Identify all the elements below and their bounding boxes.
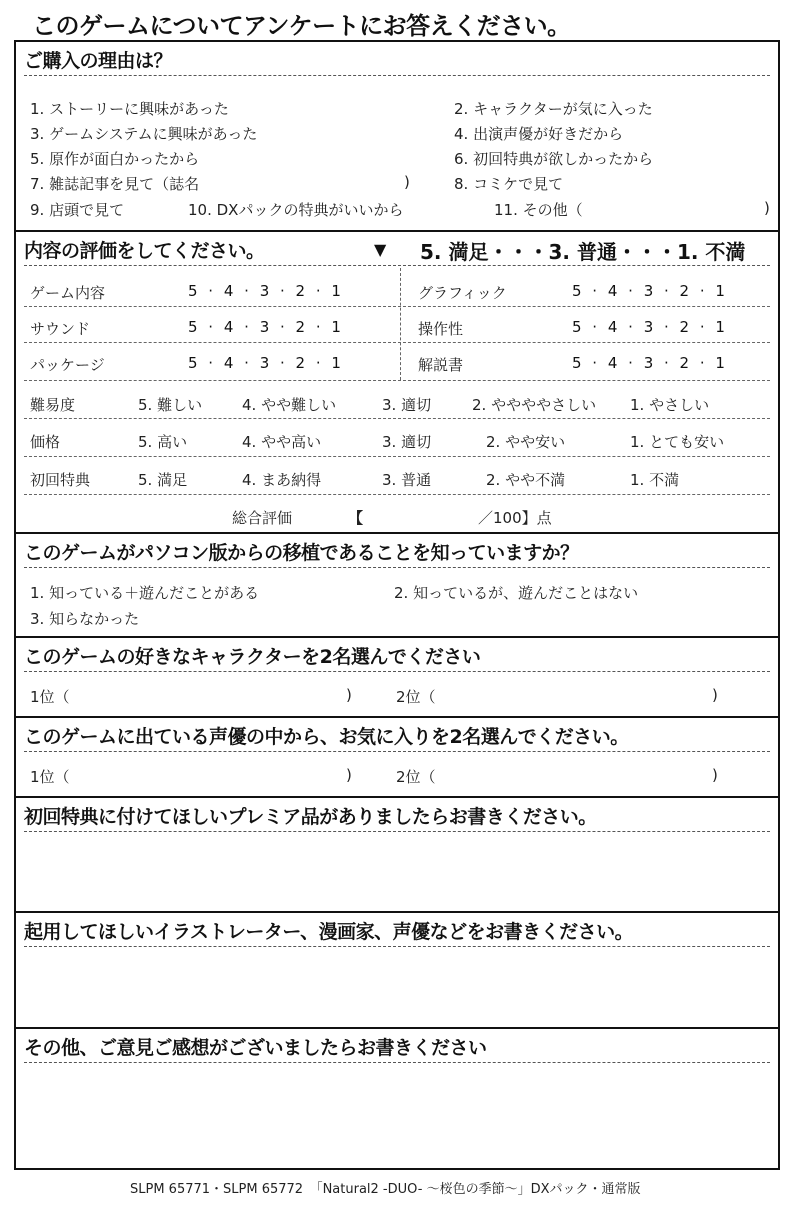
- row-divider: [24, 418, 770, 419]
- voice-rank-1-close: ): [346, 766, 352, 784]
- other-comments-section[interactable]: [16, 1027, 778, 1170]
- row-divider: [24, 342, 770, 343]
- purchase-section: [16, 42, 778, 230]
- difficulty-option-1[interactable]: 1. やさしい: [630, 396, 710, 414]
- overall-open-bracket: 【: [348, 509, 364, 527]
- price-option-5[interactable]: 5. 高い: [138, 433, 188, 451]
- row-divider: [24, 494, 770, 495]
- premium-section[interactable]: [16, 796, 778, 913]
- illustrator-heading: 起用してほしいイラストレーター、漫画家、声優などをお書きください。: [24, 913, 770, 947]
- difficulty-option-3[interactable]: 3. 適切: [382, 396, 432, 414]
- rating-scale-package[interactable]: 5 · 4 · 3 · 2 · 1: [188, 354, 342, 372]
- rating-label-game: ゲーム内容: [30, 284, 106, 302]
- difficulty-option-2[interactable]: 2. ややややさしい: [472, 396, 597, 414]
- purchase-option-3[interactable]: 3. ゲームシステムに興味があった: [30, 125, 258, 143]
- voice-rank-2-field[interactable]: 2位（: [396, 768, 436, 786]
- price-option-3[interactable]: 3. 適切: [382, 433, 432, 451]
- character-rank-2-field[interactable]: 2位（: [396, 688, 436, 706]
- rating-scale-sound[interactable]: 5 · 4 · 3 · 2 · 1: [188, 318, 342, 336]
- rating-label-package: パッケージ: [30, 356, 105, 374]
- purchase-option-6[interactable]: 6. 初回特典が欲しかったから: [454, 150, 654, 168]
- row-divider: [24, 456, 770, 457]
- purchase-option-5[interactable]: 5. 原作が面白かったから: [30, 150, 200, 168]
- rating-legend: 5. 満足・・・3. 普通・・・1. 不満: [420, 240, 746, 264]
- evaluation-heading: 内容の評価をしてください。: [24, 232, 770, 266]
- purchase-option-4[interactable]: 4. 出演声優が好きだから: [454, 125, 624, 143]
- characters-section: [16, 636, 778, 718]
- price-option-2[interactable]: 2. やや安い: [486, 433, 566, 451]
- purchase-option-1[interactable]: 1. ストーリーに興味があった: [30, 100, 229, 118]
- magazine-close-paren: ): [404, 173, 410, 191]
- character-rank-1-close: ): [346, 686, 352, 704]
- rating-label-graphic: グラフィック: [418, 284, 507, 302]
- other-comments-heading: その他、ご意見ご感想がございましたらお書きください: [24, 1029, 770, 1063]
- evaluation-section: [16, 230, 778, 534]
- rating-scale-game[interactable]: 5 · 4 · 3 · 2 · 1: [188, 282, 342, 300]
- purchase-option-2[interactable]: 2. キャラクターが気に入った: [454, 100, 653, 118]
- rating-label-sound: サウンド: [30, 320, 91, 338]
- port-section: [16, 532, 778, 638]
- rating-scale-graphic[interactable]: 5 · 4 · 3 · 2 · 1: [572, 282, 726, 300]
- rating-label-control: 操作性: [418, 320, 464, 338]
- rating-scale-control[interactable]: 5 · 4 · 3 · 2 · 1: [572, 318, 726, 336]
- bonus-option-1[interactable]: 1. 不満: [630, 471, 680, 489]
- price-option-4[interactable]: 4. やや高い: [242, 433, 322, 451]
- port-option-1[interactable]: 1. 知っている＋遊んだことがある: [30, 584, 260, 602]
- difficulty-option-5[interactable]: 5. 難しい: [138, 396, 203, 414]
- port-option-2[interactable]: 2. 知っているが、遊んだことはない: [394, 584, 639, 602]
- overall-score-suffix[interactable]: ／100】点: [478, 509, 552, 527]
- product-code-footer: SLPM 65771・SLPM 65772 「Natural2 -DUO- ～桜色の季節～」DXパック・通常版: [130, 1182, 641, 1197]
- questionnaire-form: [14, 40, 780, 1170]
- illustrator-section[interactable]: [16, 911, 778, 1029]
- characters-heading: このゲームの好きなキャラクターを2名選んでください: [24, 638, 770, 672]
- character-rank-1-field[interactable]: 1位（: [30, 688, 70, 706]
- purchase-option-9[interactable]: 9. 店頭で見て: [30, 201, 125, 219]
- voice-rank-2-close: ): [712, 766, 718, 784]
- bonus-label: 初回特典: [30, 471, 91, 489]
- voice-heading: このゲームに出ている声優の中から、お気に入りを2名選んでください。: [24, 718, 770, 752]
- purchase-option-8[interactable]: 8. コミケで見て: [454, 175, 564, 193]
- row-divider: [24, 306, 770, 307]
- rating-label-manual: 解説書: [418, 356, 464, 374]
- port-option-3[interactable]: 3. 知らなかった: [30, 610, 140, 628]
- rating-scale-manual[interactable]: 5 · 4 · 3 · 2 · 1: [572, 354, 726, 372]
- voice-rank-1-field[interactable]: 1位（: [30, 768, 70, 786]
- row-divider: [24, 380, 770, 381]
- port-heading: このゲームがパソコン版からの移植であることを知っていますか？: [24, 534, 770, 568]
- legend-arrow-icon: ▼: [374, 240, 387, 259]
- purchase-option-11[interactable]: 11. その他（: [494, 201, 583, 219]
- bonus-option-5[interactable]: 5. 満足: [138, 471, 188, 489]
- bonus-option-4[interactable]: 4. まあ納得: [242, 471, 322, 489]
- price-option-1[interactable]: 1. とても安い: [630, 433, 725, 451]
- difficulty-label: 難易度: [30, 396, 76, 414]
- character-rank-2-close: ): [712, 686, 718, 704]
- other-close-paren: ): [764, 199, 770, 217]
- difficulty-option-4[interactable]: 4. やや難しい: [242, 396, 337, 414]
- overall-label: 総合評価: [232, 509, 293, 527]
- bonus-option-3[interactable]: 3. 普通: [382, 471, 432, 489]
- page-title: このゲームについてアンケートにお答えください。: [32, 12, 571, 40]
- price-label: 価格: [30, 433, 61, 451]
- purchase-option-10[interactable]: 10. DXパックの特典がいいから: [188, 201, 404, 219]
- grid-divider: [400, 268, 401, 380]
- premium-heading: 初回特典に付けてほしいプレミア品がありましたらお書きください。: [24, 798, 770, 832]
- voice-section: [16, 716, 778, 798]
- purchase-heading: ご購入の理由は？: [24, 42, 770, 76]
- purchase-option-7[interactable]: 7. 雑誌記事を見て（誌名: [30, 175, 200, 193]
- bonus-option-2[interactable]: 2. やや不満: [486, 471, 566, 489]
